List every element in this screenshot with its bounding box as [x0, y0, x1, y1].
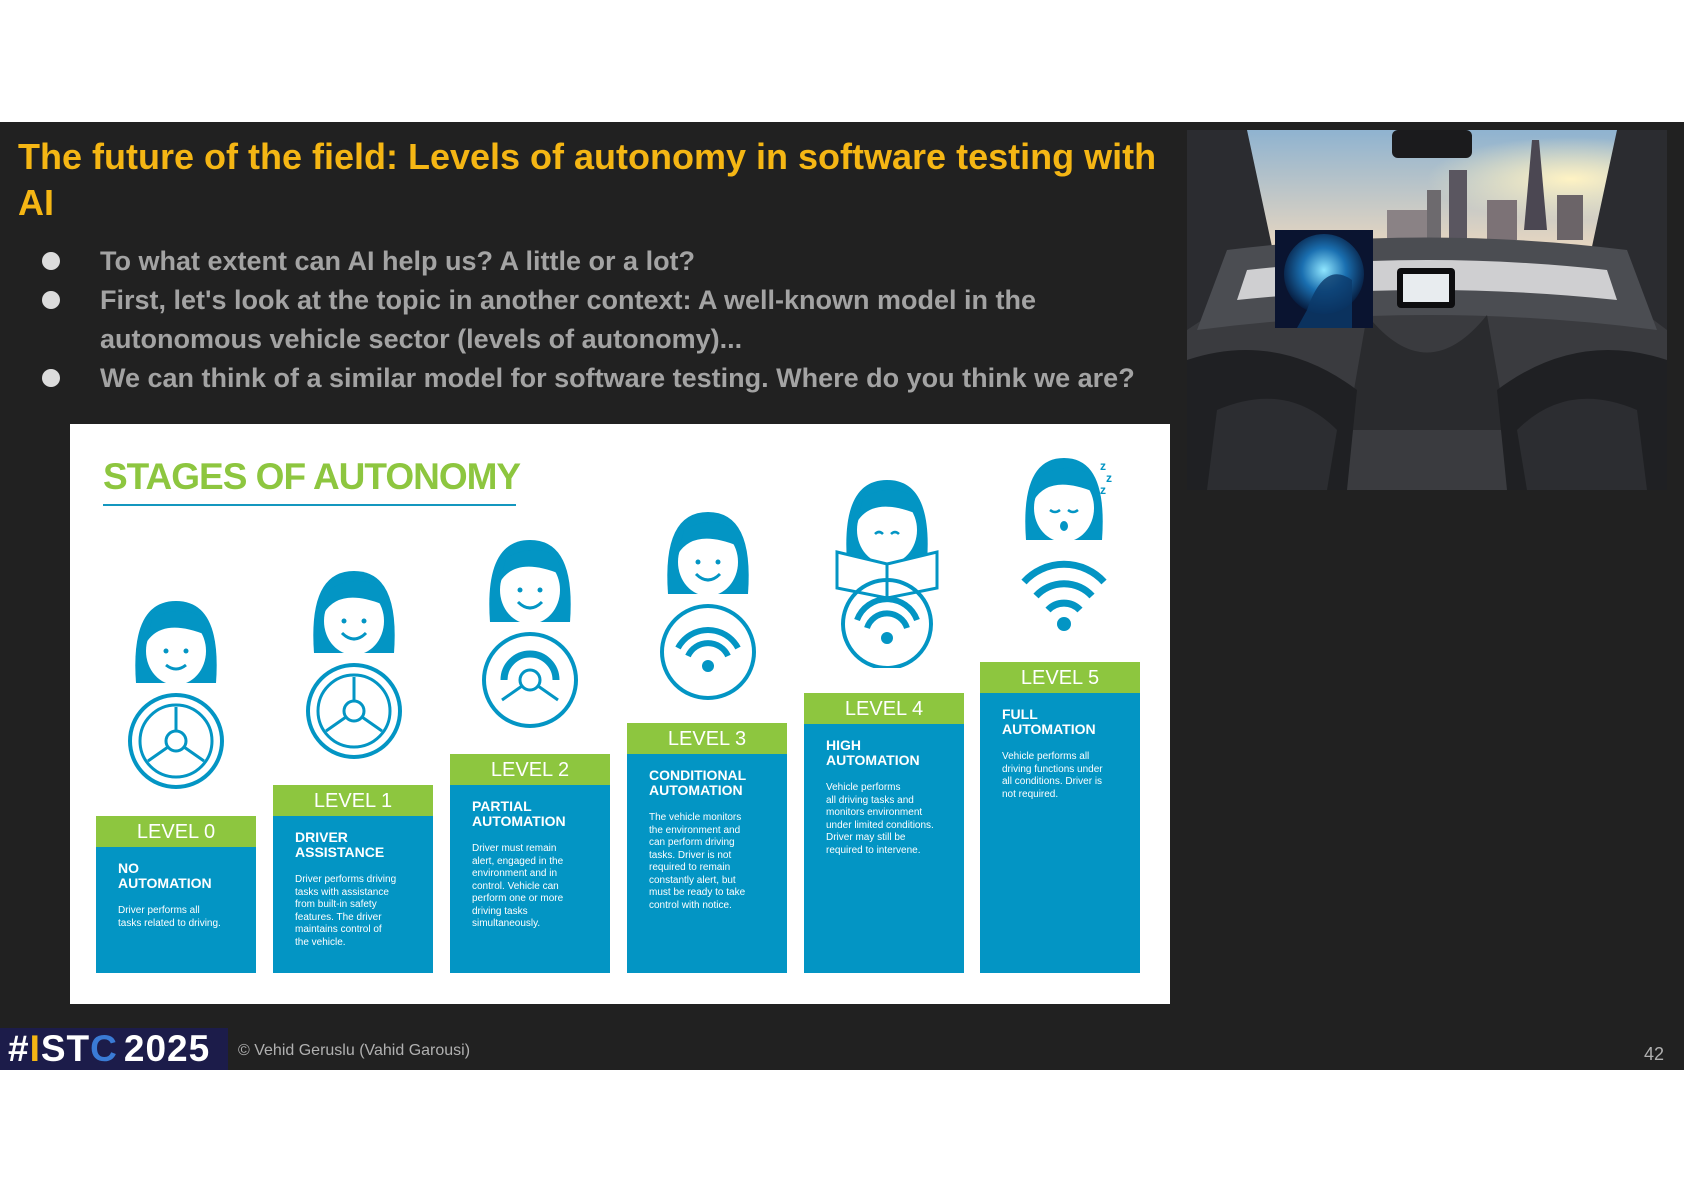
car-interior-photo: [1187, 130, 1667, 490]
stages-infographic: [70, 424, 1170, 1004]
person-with-steering-wheel-icon: [300, 569, 408, 759]
bullet-dot-icon: [42, 291, 60, 309]
infographic-title: STAGES OF AUTONOMY: [103, 456, 521, 497]
car-interior-image: [1187, 130, 1667, 490]
reading-person-icon: [827, 478, 947, 668]
stage-level-3: [627, 723, 787, 973]
level-label: LEVEL 2: [450, 754, 610, 785]
level-description-box: [980, 693, 1140, 973]
level-description: Vehicle performs all driving functions under all conditions. Driver is not required.: [1002, 751, 1103, 800]
slide-title: The future of the field: Levels of autonomy in software testing with AI: [18, 136, 1157, 223]
sleeping-face-icon: [1020, 456, 1120, 642]
copyright-credit: © Vehid Geruslu (Vahid Garousi): [238, 1042, 471, 1059]
level-label: LEVEL 1: [273, 785, 433, 816]
slide: [0, 122, 1684, 1070]
level-description-box: [96, 847, 256, 973]
level-name: HIGH AUTOMATION: [826, 737, 920, 768]
bullet-item: To what extent can AI help us? A little or a lot?: [38, 242, 1188, 281]
person-with-steering-wheel-icon: [476, 538, 584, 728]
stage-level-4: [804, 693, 964, 973]
svg-text:z: z: [1100, 459, 1106, 473]
bullet-list: [38, 242, 1188, 398]
level-description-box: [273, 816, 433, 973]
bullet-item: First, let's look at the topic in another context: A well-known model in the autonomous vehicle sector (levels of autonomy)...: [38, 281, 1188, 359]
page-number: 42: [1643, 1044, 1664, 1064]
level-description: Driver performs driving tasks with assistance from built-in safety features. The driver maintains control of the vehicle.: [295, 874, 397, 948]
stage-level-1: [273, 785, 433, 973]
person-with-steering-wheel-icon: [122, 599, 230, 789]
level-label: LEVEL 4: [804, 693, 964, 724]
level-name: DRIVER ASSISTANCE: [295, 829, 385, 860]
bullet-item: We can think of a similar model for software testing. Where do you think we are?: [38, 359, 1188, 398]
stage-level-5: [980, 662, 1140, 973]
istc-logo: #ISTC 2025: [0, 1028, 228, 1070]
level-description-box: [627, 754, 787, 973]
svg-text:z: z: [1100, 483, 1106, 497]
person-with-wifi-wheel-icon: [654, 510, 762, 700]
level-description: Driver performs all tasks related to driving.: [118, 905, 221, 929]
level-label: LEVEL 0: [96, 816, 256, 847]
level-description: Vehicle performs all driving tasks and monitors environment under limited conditions. Driver may still be required to intervene.: [826, 782, 934, 856]
level-description-box: [450, 785, 610, 973]
level-description-box: [804, 724, 964, 973]
level-description: Driver must remain alert, engaged in the environment and in control. Vehicle can perform one or more driving tasks simultaneously.: [472, 843, 564, 929]
level-name: CONDITIONAL AUTOMATION: [649, 767, 747, 798]
title-underline: [103, 504, 516, 506]
level-label: LEVEL 3: [627, 723, 787, 754]
bullet-dot-icon: [42, 369, 60, 387]
level-label: LEVEL 5: [980, 662, 1140, 693]
level-name: PARTIAL AUTOMATION: [472, 798, 566, 829]
stage-level-2: [450, 754, 610, 973]
level-description: The vehicle monitors the environment and can perform driving tasks. Driver is not required to remain constantly alert, but must be ready to take control with notice.: [649, 812, 746, 911]
svg-text:z: z: [1106, 471, 1112, 485]
level-name: FULL AUTOMATION: [1002, 706, 1096, 737]
stage-level-0: [96, 816, 256, 973]
level-name: NO AUTOMATION: [118, 860, 212, 891]
bullet-dot-icon: [42, 252, 60, 270]
